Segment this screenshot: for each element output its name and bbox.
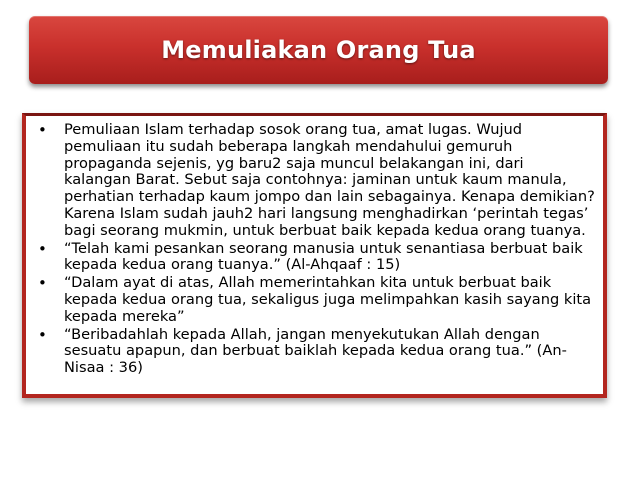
bullet-text: “Beribadahlah kepada Allah, jangan menyekutukan Allah dengan sesuatu apapun, dan berbuat baiklah kepada kedua orang tua.” (An-Nisaa : 36) <box>64 325 567 377</box>
bullet-icon: • <box>38 121 47 139</box>
slide-title: Memuliakan Orang Tua <box>161 36 476 64</box>
bullet-list <box>32 122 595 377</box>
bullet-item <box>32 275 595 325</box>
bullet-text: “Telah kami pesankan seorang manusia untuk senantiasa berbuat baik kepada kedua orang tuanya.” (Al-Ahqaaf : 15) <box>64 239 583 274</box>
bullet-icon: • <box>38 274 47 293</box>
bullet-icon: • <box>38 325 47 344</box>
content-frame <box>22 113 607 398</box>
bullet-text: “Dalam ayat di atas, Allah memerintahkan kita untuk berbuat baik kepada kedua orang tua, sekaligus juga melimpahkan kasih sayang kita kepada mereka” <box>64 274 592 325</box>
title-banner <box>29 16 608 84</box>
bullet-icon: • <box>38 239 47 258</box>
bullet-item <box>32 327 595 377</box>
bullet-item <box>32 122 595 240</box>
bullet-item <box>32 241 595 275</box>
bullet-text: Pemuliaan Islam terhadap sosok orang tua, amat lugas. Wujud pemuliaan itu sudah beberapa langkah mendahului gemuruh propaganda sejenis, yg baru2 saja muncul belakangan ini, dari kalangan Barat. Sebut saja contohnya: jaminan untuk kaum manula, perhatian terhadap kaum jompo dan lain sebagainya. Kenapa demikian? Karena Islam sudah jauh2 hari langsung menghadirkan ‘perintah tegas’ bagi seorang mukmin, untuk berbuat baik kepada kedua orang tuanya. <box>64 121 595 239</box>
